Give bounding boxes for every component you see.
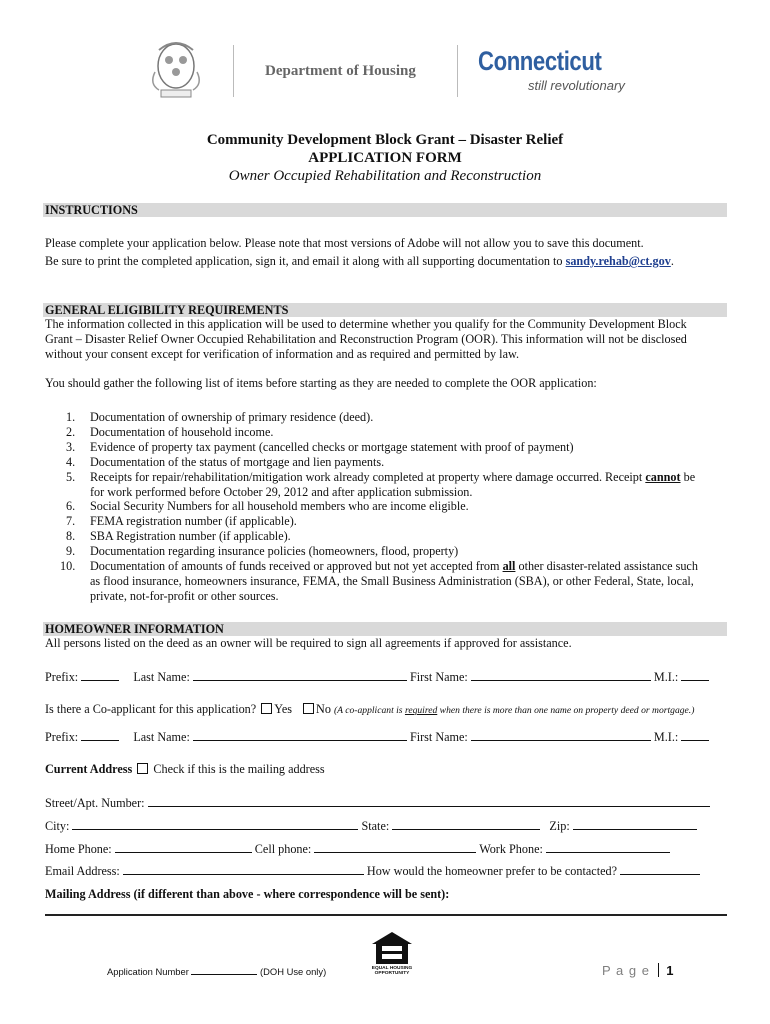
coapplicant-note-text: (A co-applicant is bbox=[333, 705, 405, 716]
email-row bbox=[45, 863, 700, 879]
first-name-label: First Name: bbox=[409, 670, 468, 684]
list-item-continuation: private, not-for-profit or other sources. bbox=[90, 589, 279, 603]
list-item-number: 7. bbox=[66, 514, 76, 528]
page-separator bbox=[658, 963, 659, 977]
list-item-text: FEMA registration number (if applicable). bbox=[90, 514, 297, 528]
list-item-continuation: for work performed before October 29, 2012 and after application submission. bbox=[90, 485, 473, 499]
instructions-paragraph-2 bbox=[45, 254, 674, 269]
last-name-label: Last Name: bbox=[133, 670, 190, 684]
email-field[interactable] bbox=[123, 863, 364, 875]
street-label: Street/Apt. Number: bbox=[45, 796, 145, 810]
title-line-1: Community Development Block Grant – Disaster Relief bbox=[206, 132, 564, 148]
list-item-text: Documentation regarding insurance policies (homeowners, flood, property) bbox=[90, 544, 459, 558]
list-item-text: Documentation of ownership of primary residence (deed). bbox=[90, 410, 374, 424]
list-item-number: 6. bbox=[66, 499, 76, 513]
instructions-paragraph-2-end: . bbox=[670, 254, 674, 268]
coapplicant-first-name-field[interactable] bbox=[471, 729, 651, 741]
list-item-text-end: be bbox=[680, 470, 696, 484]
homeowner-heading: HOMEOWNER INFORMATION bbox=[43, 622, 727, 636]
department-name: Department of Housing bbox=[265, 63, 416, 79]
list-item-text: Documentation of amounts of funds received or approved but not yet accepted from bbox=[90, 559, 503, 573]
list-item bbox=[60, 559, 698, 574]
footer-rule bbox=[45, 914, 727, 916]
list-item-number: 3. bbox=[66, 440, 76, 454]
coapplicant-name-row bbox=[45, 729, 709, 745]
eligibility-paragraph-line-1: The information collected in this application will be used to determine whether you qualify for the Community Development Block bbox=[45, 317, 687, 331]
current-address-row bbox=[45, 762, 325, 777]
applicant-name-row bbox=[45, 669, 709, 685]
application-number-field[interactable] bbox=[191, 966, 257, 975]
equal-housing-opportunity-logo bbox=[370, 930, 414, 974]
coapplicant-question: Is there a Co-applicant for this application? bbox=[45, 702, 257, 716]
list-item-number: 9. bbox=[66, 544, 76, 558]
instructions-heading: INSTRUCTIONS bbox=[43, 203, 727, 217]
state-seal-logo bbox=[145, 36, 207, 102]
list-item bbox=[66, 514, 297, 529]
mailing-address-checkbox[interactable] bbox=[137, 763, 148, 774]
connecticut-logo bbox=[478, 46, 628, 100]
first-name-label: First Name: bbox=[409, 730, 468, 744]
list-item bbox=[66, 440, 574, 455]
city-field[interactable] bbox=[72, 818, 358, 830]
title-line-3: Owner Occupied Rehabilitation and Reconstruction bbox=[228, 168, 542, 184]
mailing-address-label: Mailing Address (if different than above - where correspondence will be sent): bbox=[45, 887, 450, 901]
coapplicant-mi-field[interactable] bbox=[681, 729, 709, 741]
connecticut-logo-word: Connecticut bbox=[478, 46, 602, 76]
eligibility-paragraph-line-3: without your consent except for verification of information and as required and permitted by law. bbox=[45, 347, 520, 361]
header-divider-right bbox=[457, 45, 458, 97]
contact-preference-field[interactable] bbox=[620, 863, 700, 875]
support-email-link[interactable]: sandy.rehab@ct.gov bbox=[565, 254, 671, 268]
phone-row bbox=[45, 841, 670, 857]
list-item bbox=[66, 425, 273, 440]
home-phone-field[interactable] bbox=[115, 841, 252, 853]
state-label: State: bbox=[361, 819, 390, 833]
list-item-number: 10. bbox=[60, 559, 76, 573]
street-field[interactable] bbox=[148, 795, 710, 807]
header-divider bbox=[233, 45, 234, 97]
mi-field[interactable] bbox=[681, 669, 709, 681]
coapplicant-yes-checkbox[interactable] bbox=[261, 703, 272, 714]
city-state-zip-row bbox=[45, 818, 697, 834]
list-item-emphasis: cannot bbox=[645, 470, 681, 484]
last-name-field[interactable] bbox=[193, 669, 407, 681]
doh-use-only-note: (DOH Use only) bbox=[260, 966, 327, 977]
page-number-value: 1 bbox=[666, 963, 674, 978]
equal-housing-text: EQUAL HOUSING OPPORTUNITY bbox=[371, 966, 413, 976]
zip-field[interactable] bbox=[573, 818, 697, 830]
work-phone-field[interactable] bbox=[546, 841, 670, 853]
last-name-label: Last Name: bbox=[133, 730, 190, 744]
homeowner-note: All persons listed on the deed as an owner will be required to sign all agreements if approved for assistance. bbox=[45, 636, 572, 650]
cell-phone-label: Cell phone: bbox=[254, 842, 312, 856]
list-item-number: 8. bbox=[66, 529, 76, 543]
list-item-text: Social Security Numbers for all household members who are income eligible. bbox=[90, 499, 469, 513]
list-item-number: 1. bbox=[66, 410, 76, 424]
coapplicant-no-checkbox[interactable] bbox=[303, 703, 314, 714]
instructions-paragraph-2-text: Be sure to print the completed application, sign it, and email it along with all supporting documentation to bbox=[45, 254, 566, 268]
list-item-text: SBA Registration number (if applicable). bbox=[90, 529, 291, 543]
coapplicant-no-label: No bbox=[316, 702, 331, 716]
eligibility-paragraph-line-2: Grant – Disaster Relief Owner Occupied Rehabilitation and Reconstruction Program (OOR). This information will not be disclosed bbox=[45, 332, 687, 346]
list-item-number: 5. bbox=[66, 470, 76, 484]
state-field[interactable] bbox=[392, 818, 540, 830]
prefix-label: Prefix: bbox=[45, 730, 79, 744]
gather-instructions: You should gather the following list of items before starting as they are needed to complete the OOR application: bbox=[45, 376, 597, 390]
instructions-paragraph-1: Please complete your application below. Please note that most versions of Adobe will not allow you to save this document. bbox=[45, 236, 644, 250]
mailing-address-check-label: Check if this is the mailing address bbox=[153, 762, 325, 776]
house-icon bbox=[370, 930, 414, 966]
coapplicant-yes-label: Yes bbox=[274, 702, 292, 716]
street-row bbox=[45, 795, 710, 811]
list-item bbox=[66, 529, 291, 544]
mi-label: M.I.: bbox=[653, 730, 679, 744]
city-label: City: bbox=[45, 819, 70, 833]
list-item-text-end: other disaster-related assistance such bbox=[515, 559, 698, 573]
title-line-2: APPLICATION FORM bbox=[308, 150, 462, 166]
home-phone-label: Home Phone: bbox=[45, 842, 112, 856]
coapplicant-note-end: when there is more than one name on property deed or mortgage.) bbox=[437, 705, 695, 716]
connecticut-logo-tagline: still revolutionary bbox=[528, 78, 625, 93]
coapplicant-row bbox=[45, 702, 694, 718]
work-phone-label: Work Phone: bbox=[479, 842, 543, 856]
first-name-field[interactable] bbox=[471, 669, 651, 681]
mi-label: M.I.: bbox=[653, 670, 679, 684]
list-item-number: 2. bbox=[66, 425, 76, 439]
prefix-field[interactable] bbox=[81, 669, 119, 681]
list-item-number: 4. bbox=[66, 455, 76, 469]
list-item-text: Receipts for repair/rehabilitation/mitigation work already completed at property where damage occurred. Receipt bbox=[90, 470, 646, 484]
application-number-label: Application Number bbox=[107, 966, 189, 977]
list-item-text: Documentation of the status of mortgage and lien payments. bbox=[90, 455, 385, 469]
page-word: P a g e bbox=[602, 963, 650, 978]
zip-label: Zip: bbox=[549, 819, 570, 833]
cell-phone-field[interactable] bbox=[314, 841, 476, 853]
list-item-continuation: as flood insurance, homeowners insurance, FEMA, the Small Business Administration (SBA), or other Federal, State, local, bbox=[90, 574, 694, 588]
email-label: Email Address: bbox=[45, 864, 120, 878]
coapplicant-note-emphasis: required bbox=[404, 705, 438, 716]
list-item-text: Evidence of property tax payment (cancelled checks or mortgage statement with proof of payment) bbox=[90, 440, 574, 454]
application-number-row bbox=[107, 966, 326, 977]
contact-preference-label: How would the homeowner prefer to be contacted? bbox=[366, 864, 617, 878]
list-item bbox=[66, 455, 384, 470]
current-address-label: Current Address bbox=[45, 762, 133, 776]
coapplicant-note bbox=[334, 705, 694, 716]
coapplicant-prefix-field[interactable] bbox=[81, 729, 119, 741]
list-item bbox=[66, 410, 373, 425]
list-item bbox=[66, 544, 458, 559]
eligibility-heading: GENERAL ELIGIBILITY REQUIREMENTS bbox=[43, 303, 727, 317]
list-item-text: Documentation of household income. bbox=[90, 425, 274, 439]
list-item-emphasis: all bbox=[502, 559, 516, 573]
prefix-label: Prefix: bbox=[45, 670, 79, 684]
list-item bbox=[66, 499, 469, 514]
coapplicant-last-name-field[interactable] bbox=[193, 729, 407, 741]
page-number bbox=[602, 963, 673, 978]
list-item bbox=[66, 470, 695, 485]
